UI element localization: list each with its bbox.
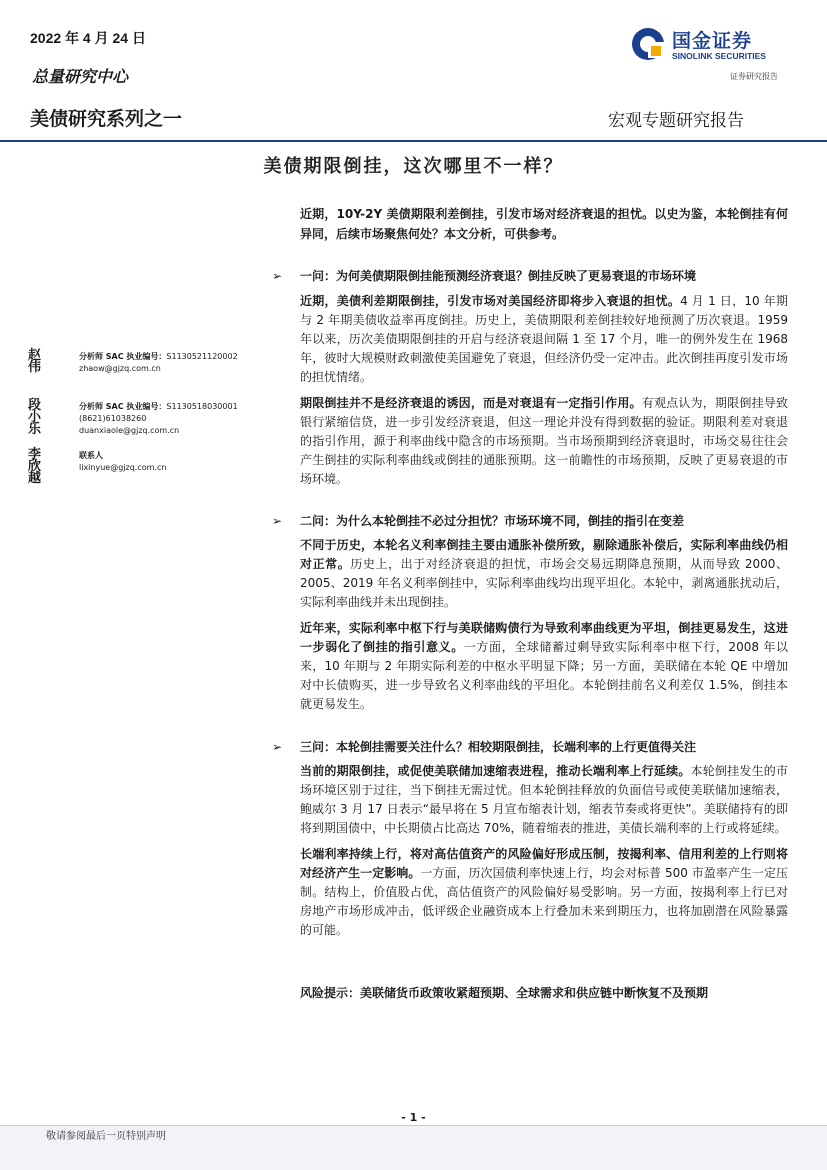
analyst-cert: S1130521120002 — [166, 352, 238, 361]
analyst-name: 段小乐 — [28, 398, 42, 437]
paragraph-lead: 近年来，实际利率中枢下行与美联储购债行为导致利率曲线更为平坦，倒挂更易发生，这进一步弱化了倒挂的指引意义。 — [300, 621, 788, 654]
footer-disclaimer: 敬请参阅最后一页特别声明 — [46, 1131, 166, 1142]
section-heading: 二问：为什么本轮倒挂不必过分担忧？市场环境不同，倒挂的指引在变差 — [300, 514, 685, 528]
analyst-role: 联系人 — [79, 451, 103, 460]
analyst-name: 赵伟 — [28, 348, 42, 375]
research-center: 总量研究中心 — [32, 67, 129, 86]
paragraph-text: 4 月 1 日，10 年期与 2 年期美债收益率再度倒挂。历史上，美债期限利差倒挂较好地预测了历次衰退。1959 年以来，历次美债期限倒挂的开启与经济衰退间隔 1 至 17 个月，唯一的例外发生在 1968 年，彼时大规模财政刺激使美国避免了衰退，但经济仍受一定冲击。此次倒挂再度引发市场的担忧情绪。 — [300, 294, 788, 384]
sinolink-logo-icon — [630, 26, 666, 62]
section-body — [300, 536, 788, 714]
page-number: - 1 - — [401, 1111, 426, 1124]
paragraph — [300, 845, 788, 940]
analyst-info — [79, 351, 238, 375]
analyst-name: 李欣越 — [28, 447, 42, 486]
bullet-arrow-icon: ➢ — [272, 269, 283, 283]
report-type: 宏观专题研究报告 — [608, 111, 744, 131]
footer-divider — [0, 1125, 827, 1126]
section-heading: 三问：本轮倒挂需要关注什么？相较期限倒挂，长端利率的上行更值得关注 — [300, 740, 697, 754]
analyst-info — [79, 401, 238, 437]
section-body — [300, 762, 788, 940]
paragraph — [300, 292, 788, 387]
analyst-email: lixinyue@gjzq.com.cn — [79, 463, 167, 472]
paragraph — [300, 536, 788, 612]
paragraph-lead: 当前的期限倒挂，或促使美联储加速缩表进程，推动长端利率上行延续。 — [300, 764, 691, 778]
section-heading: 一问：为何美债期限倒挂能预测经济衰退？倒挂反映了更易衰退的市场环境 — [300, 269, 697, 283]
header-divider — [0, 140, 827, 142]
logo-english-name: SINOLINK SECURITIES — [672, 51, 766, 61]
analyst-role: 分析师 SAC 执业编号： — [79, 402, 167, 411]
paragraph-text: 有观点认为，期限倒挂导致银行紧缩信贷，进一步引发经济衰退，但这一理论并没有得到数据的验证。期限利差对衰退的指引作用，源于利率曲线中隐含的市场预期。当市场预期到经济衰退时，市场交易往往会产生倒挂的实际利率曲线或倒挂的通胀预期。这一前瞻性的市场预期，反映了更易衰退的市场环境。 — [300, 396, 788, 486]
logo-chinese-name: 国金证券 — [672, 30, 753, 52]
analyst-role: 分析师 SAC 执业编号： — [79, 352, 167, 361]
section-body — [300, 292, 788, 489]
bullet-arrow-icon: ➢ — [272, 514, 283, 528]
analyst-cert: S1130518030001 — [166, 402, 238, 411]
page-title: 美债期限倒挂，这次哪里不一样？ — [263, 156, 564, 177]
risk-warning: 风险提示：美联储货币政策收紧超预期、全球需求和供应链中断恢复不及预期 — [300, 986, 709, 1000]
paragraph-text: 历史上，出于对经济衰退的担忧，市场会交易远期降息预期，从而导致 2000、2005、2019 年名义利率倒挂中，实际利率曲线均出现平坦化。本轮中，剥离通胀扰动后，实际利率曲线并未出现倒挂。 — [300, 557, 788, 609]
paragraph-text: 本轮倒挂发生的市场环境区别于过往，当下倒挂无需过忧。但本轮倒挂释放的负面信号或使美联储加速缩表，鲍威尔 3 月 17 日表示“最早将在 5 月宣布缩表计划，缩表节奏或将更快”。美联储持有的即将到期国债中，中长期债占比高达 70%，随着缩表的推进，美债长端利率的上行或将延续。 — [300, 764, 788, 835]
paragraph — [300, 619, 788, 714]
paragraph-text: 一方面，历次国债利率快速上行，均会对标普 500 市盈率产生一定压制。结构上，价值股占优，高估值资产的风险偏好易受影响。另一方面，按揭利率上行已对房地产市场形成冲击，低评级企业融资成本上行叠加未来到期压力，也将加剧潜在风险暴露的可能。 — [300, 866, 788, 937]
paragraph — [300, 394, 788, 489]
series-title: 美债研究系列之一 — [30, 108, 183, 130]
company-logo — [630, 24, 790, 68]
analyst-phone: (8621)61038260 — [79, 414, 147, 423]
analyst-email: duanxiaole@gjzq.com.cn — [79, 426, 180, 435]
analyst-email: zhaow@gjzq.com.cn — [79, 364, 161, 373]
report-date: 2022 年 4 月 24 日 — [30, 30, 146, 46]
analyst-info — [79, 450, 166, 474]
paragraph-lead: 长端利率持续上行，将对高估值资产的风险偏好形成压制，按揭利率、信用利差的上行则将对经济产生一定影响。 — [300, 847, 788, 880]
paragraph-lead: 期限倒挂并不是经济衰退的诱因，而是对衰退有一定指引作用。 — [300, 396, 642, 410]
paragraph-text: 一方面，全球储蓄过剩导致实际利率中枢下行，2008 年以来，10 年期与 2 年期实际利差的中枢水平明显下降；另一方面，美联储在本轮 QE 中增加对中长债购买，进一步导致名义利率曲线的平坦化。本轮倒挂前名义利差仅 1.5%，倒挂本就更易发生。 — [300, 640, 788, 711]
logo-subtitle: 证券研究报告 — [730, 72, 778, 81]
paragraph — [300, 762, 788, 838]
paragraph-lead: 不同于历史，本轮名义利率倒挂主要由通胀补偿所致，剔除通胀补偿后，实际利率曲线仍相对正常。 — [300, 538, 788, 571]
bullet-arrow-icon: ➢ — [272, 740, 283, 754]
intro-summary: 近期，10Y-2Y 美债期限利差倒挂，引发市场对经济衰退的担忧。以史为鉴，本轮倒挂有何异同，后续市场聚焦何处？本文分析，可供参考。 — [300, 207, 788, 241]
paragraph-lead: 近期，美债利差期限倒挂，引发市场对美国经济即将步入衰退的担忧。 — [300, 294, 681, 308]
